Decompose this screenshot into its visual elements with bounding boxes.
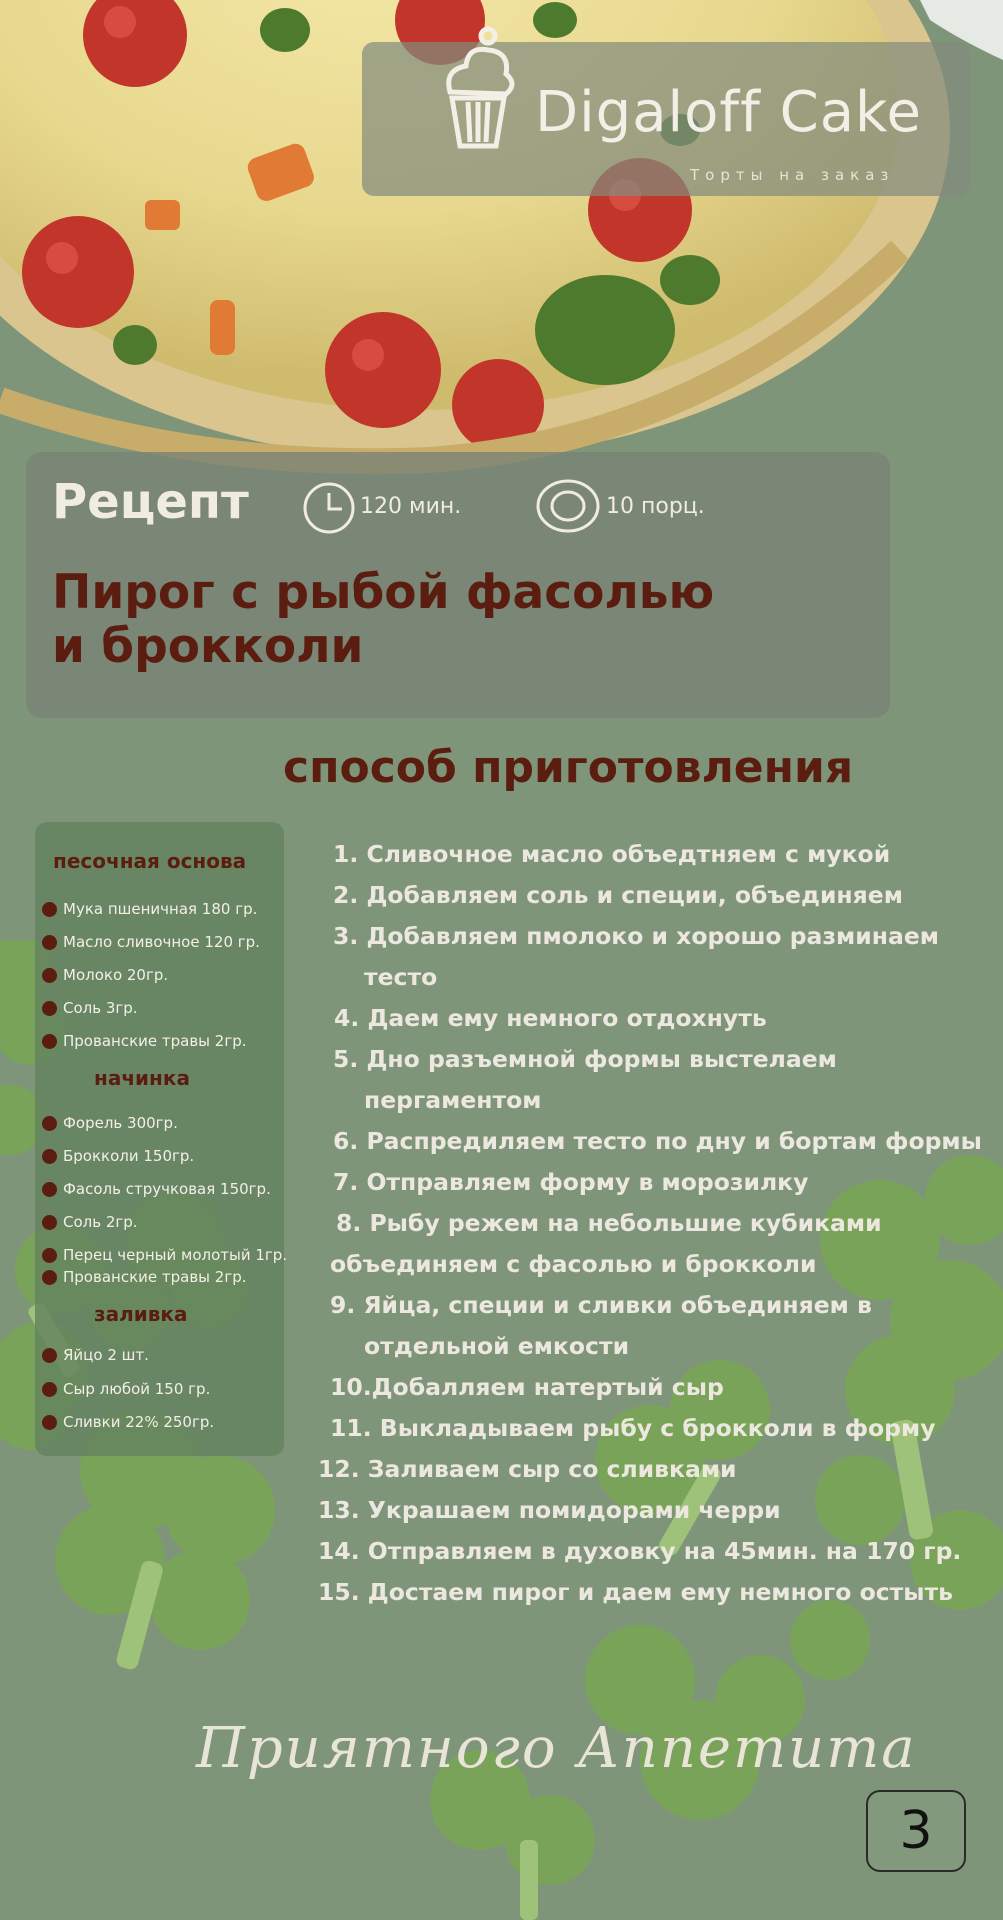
ingredient-item: Фасоль стручковая 150гр. <box>42 1178 271 1200</box>
bullet-icon <box>42 935 57 950</box>
step-2: 2. Добавляем соль и специи, объединяем <box>333 881 903 909</box>
ingredient-item: Яйцо 2 шт. <box>42 1344 149 1366</box>
cupcake-icon <box>438 22 518 152</box>
step-7: 7. Отправляем форму в морозилку <box>333 1168 809 1196</box>
plate-icon <box>536 478 600 534</box>
bullet-icon <box>42 1116 57 1131</box>
step-4: 4. Даем ему немного отдохнуть <box>334 1004 767 1032</box>
ingredient-item: Соль 3гр. <box>42 997 138 1019</box>
clock-icon <box>302 481 356 535</box>
ingredient-item: Перец черный молотый 1гр. <box>42 1244 287 1266</box>
step-1: 1. Сливочное масло объедтняем с мукой <box>333 840 891 868</box>
step-15: 15. Достаем пирог и даем ему немного остыть <box>318 1578 954 1606</box>
step-12: 12. Заливаем сыр со сливками <box>318 1455 737 1483</box>
bullet-icon <box>42 1034 57 1049</box>
bullet-icon <box>42 1182 57 1197</box>
method-heading: способ приготовления <box>283 742 854 793</box>
bullet-icon <box>42 1248 57 1263</box>
step-11: 11. Выкладываем рыбу с брокколи в форму <box>330 1414 936 1442</box>
step-14: 14. Отправляем в духовку на 45мин. на 170 гр. <box>318 1537 962 1565</box>
step-6: 6. Распредиляем тесто по дну и бортам формы <box>333 1127 982 1155</box>
step-3: 3. Добавляем пмолоко и хорошо разминаем <box>333 922 939 950</box>
bullet-icon <box>42 1415 57 1430</box>
bullet-icon <box>42 1149 57 1164</box>
ingredient-item: Брокколи 150гр. <box>42 1145 194 1167</box>
step-10: 10.Добалляем натертый сыр <box>330 1373 724 1401</box>
portion-count: 10 порц. <box>606 494 705 519</box>
page-number-badge: 3 <box>866 1790 966 1872</box>
bullet-icon <box>42 1215 57 1230</box>
bullet-icon <box>42 1001 57 1016</box>
ingredient-item: Масло сливочное 120 гр. <box>42 931 260 953</box>
step-13: 13. Украшаем помидорами черри <box>318 1496 781 1524</box>
bullet-icon <box>42 968 57 983</box>
brand-tagline: Торты на заказ <box>690 166 895 184</box>
ingredient-item: Прованские травы 2гр. <box>42 1030 247 1052</box>
ingredient-item: Соль 2гр. <box>42 1211 138 1233</box>
ingredient-item: Сливки 22% 250гр. <box>42 1411 214 1433</box>
ingredients-section-title: начинка <box>94 1066 190 1090</box>
bullet-icon <box>42 1382 57 1397</box>
ingredients-section-title: заливка <box>94 1302 188 1326</box>
recipe-title-line-1: Пирог с рыбой фасолью <box>52 565 715 620</box>
bullet-icon <box>42 1348 57 1363</box>
ingredient-item: Прованские травы 2гр. <box>42 1266 247 1288</box>
ingredients-section-title: песочная основа <box>53 849 247 873</box>
cooking-time: 120 мин. <box>360 494 462 519</box>
ingredient-item: Сыр любой 150 гр. <box>42 1378 210 1400</box>
recipe-title <box>52 566 872 674</box>
ingredient-item: Форель 300гр. <box>42 1112 178 1134</box>
bullet-icon <box>42 1270 57 1285</box>
brand-name: Digaloff Cake <box>535 80 922 145</box>
footer-greeting: Приятного Аппетита <box>196 1716 917 1781</box>
step-9-continued: отдельной емкости <box>364 1332 630 1360</box>
step-9: 9. Яйца, специи и сливки объединяем в <box>330 1291 872 1319</box>
recipe-label: Рецепт <box>52 474 249 530</box>
recipe-title-line-2: и брокколи <box>52 619 364 674</box>
ingredient-item: Молоко 20гр. <box>42 964 168 986</box>
step-8: 8. Рыбу режем на небольшие кубиками <box>336 1209 882 1237</box>
ingredient-item: Мука пшеничная 180 гр. <box>42 898 257 920</box>
step-5-continued: пергаментом <box>364 1086 542 1114</box>
bullet-icon <box>42 902 57 917</box>
step-5: 5. Дно разъемной формы выстелаем <box>333 1045 837 1073</box>
step-8-continued: объединяем с фасолью и брокколи <box>330 1250 817 1278</box>
step-3-continued: тесто <box>364 963 438 991</box>
